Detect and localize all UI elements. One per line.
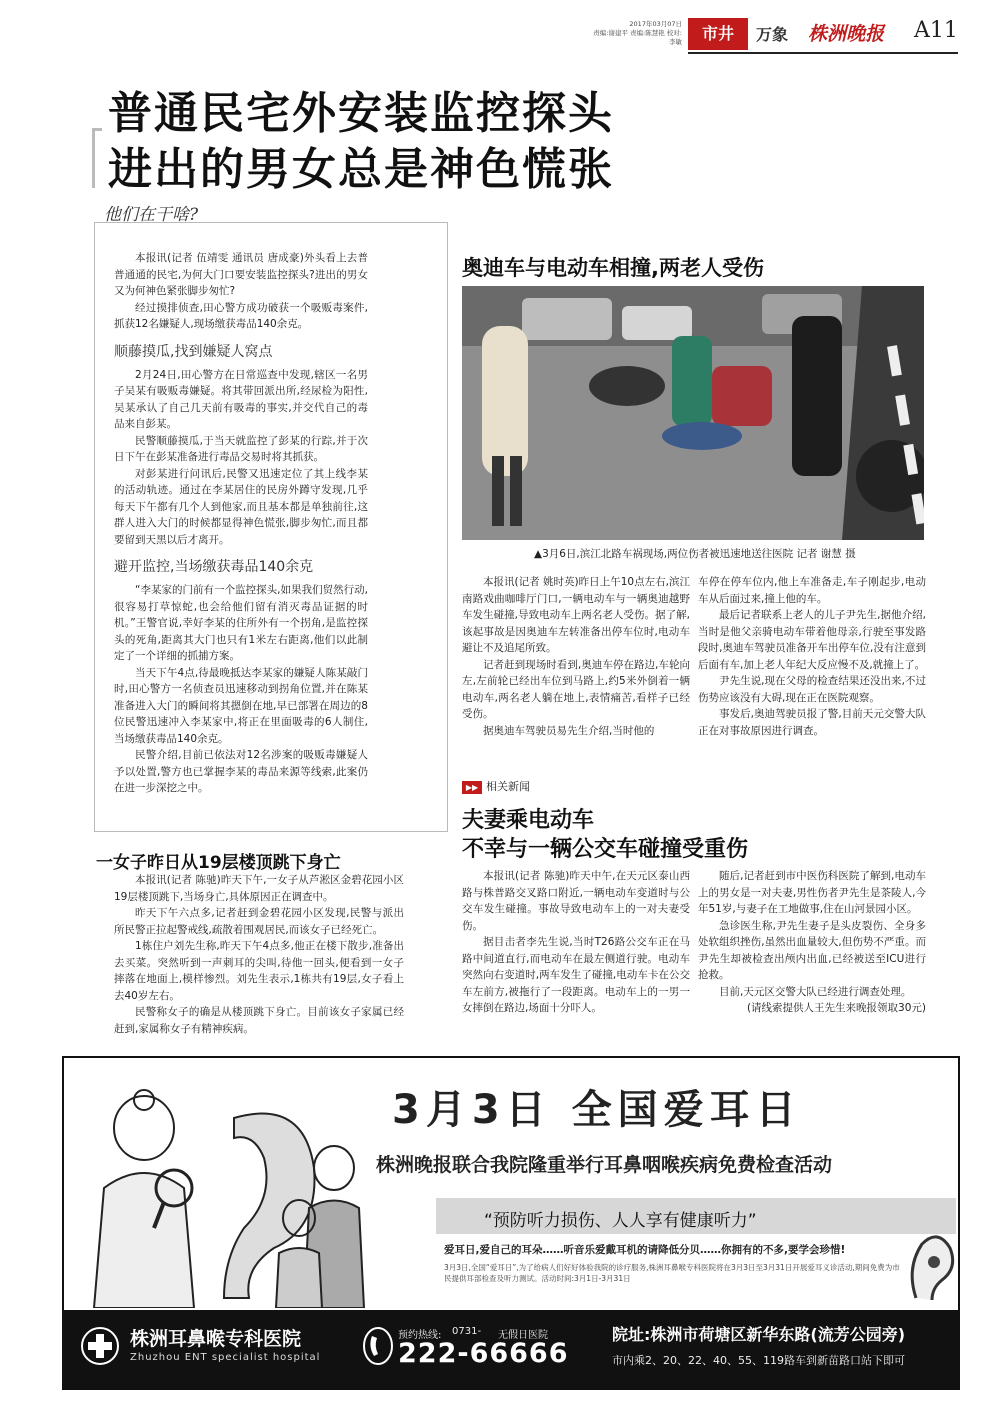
related-headline bbox=[462, 806, 748, 864]
paragraph: 民警称女子的确是从楼顶跳下身亡。目前该女子家属已经赶到,家属称女子有精神疾病。 bbox=[114, 1006, 404, 1035]
title-bracket bbox=[92, 128, 102, 188]
audi-column-1 bbox=[462, 574, 690, 739]
related-headline-line2: 不幸与一辆公交车碰撞受重伤 bbox=[462, 837, 749, 862]
paragraph: 据奥迪车驾驶员易先生介绍,当时他的 bbox=[483, 724, 655, 737]
related-column-2 bbox=[698, 868, 926, 1017]
paragraph: 1栋住户刘先生称,昨天下午4点多,他正在楼下散步,准备出去买菜。突然听到一声刺耳的尖叫,待他一回头,便看到一女子摔落在地面上,模样惨烈。刘先生表示,1栋共有19层,女子看上去40岁左右。 bbox=[114, 940, 404, 1002]
header-editors: 责编:谢建平 责编:陈慧艳 校对:李敏 bbox=[593, 29, 682, 46]
paper-logo: 株洲晚报 bbox=[808, 23, 885, 45]
header-rule bbox=[688, 52, 958, 54]
paragraph: 经过摸排侦查,田心警方成功破获一个吸贩毒案件,抓获12名嫌疑人,现场缴获毒品140余克。 bbox=[114, 301, 368, 330]
paragraph: 本报讯(记者 陈驰)昨天中午,在天元区泰山西路与株普路交叉路口附近,一辆电动车变道时与公交车发生碰撞。事故导致电动车上的一对夫妻受伤。 bbox=[462, 870, 690, 932]
audi-column-2 bbox=[698, 574, 926, 739]
hospital-name: 株洲耳鼻喉专科医院 bbox=[130, 1328, 302, 1350]
paragraph: 本报讯(记者 伍靖雯 通讯员 唐成豪)外头看上去普普通通的民宅,为何大门口要安装监控探头?进出的男女又为何神色紧张脚步匆忙? bbox=[114, 252, 368, 297]
paragraph: 本报讯(记者 陈驰)昨天下午,一女子从芦淞区金碧花园小区19层楼顶跳下,当场身亡,具体原因正在调查中。 bbox=[114, 874, 404, 903]
main-headline-line1: 普通民宅外安装监控探头 bbox=[108, 88, 614, 139]
sub-section-name: 万象 bbox=[756, 25, 789, 44]
paragraph: 2月24日,田心警方在日常巡查中发现,辖区一名男子吴某有吸贩毒嫌疑。将其带回派出所,经尿检为阳性,吴某承认了自己几天前有吸毒的事实,并交代自己的毒品来自彭某。 bbox=[114, 368, 368, 430]
paragraph: 目前,天元区交警大队已经进行调查处理。 bbox=[719, 985, 912, 998]
paragraph: 最后记者联系上老人的儿子尹先生,据他介绍,当时是他父亲骑电动车带着他母亲,行驶至事发路段时,奥迪车驾驶员准备开车出停车位,没有注意到后面有车,加上老人年纪大反应慢不及,就撞上了。 bbox=[698, 609, 926, 671]
hospital-address: 院址:株洲市荷塘区新华东路(流芳公园旁) bbox=[612, 1325, 906, 1344]
audi-headline: 奥迪车与电动车相撞,两老人受伤 bbox=[462, 256, 764, 280]
related-news-tag bbox=[462, 778, 530, 794]
ad-activity: 株洲晚报联合我院隆重举行耳鼻咽喉疾病免费检查活动 bbox=[376, 1154, 833, 1176]
main-subtitle: 他们在干啥? bbox=[104, 205, 199, 225]
paragraph: 急诊医生称,尹先生妻子是头皮裂伤、全身多处软组织挫伤,虽然出血量较大,但伤势不严重。而尹先生却被检查出颅内出血,已经被送至ICU进行抢救。 bbox=[698, 919, 926, 981]
paragraph: 当天下午4点,待最晚抵达李某家的嫌疑人陈某敲门时,田心警方一名侦查员迅速移动到拐角位置,并在陈某准备进入大门的瞬间将其摁倒在地,早已部署在周边的8位民警迅速冲入李某家中,将正在里面吸毒的6人制住,当场缴获毒品140余克。 bbox=[114, 666, 368, 745]
section-badge: 市井 bbox=[688, 18, 748, 50]
accident-photo bbox=[462, 286, 924, 540]
phone-number: 222-66666 bbox=[398, 1338, 569, 1369]
hospital-cross-icon bbox=[80, 1326, 120, 1366]
header-date: 2017年03月07日 bbox=[629, 20, 682, 28]
related-headline-line1: 夫妻乘电动车 bbox=[462, 808, 595, 833]
main-article-body bbox=[114, 250, 368, 797]
hospital-advertisement bbox=[62, 1056, 960, 1390]
jump-headline: 一女子昨日从19层楼顶跳下身亡 bbox=[96, 853, 341, 873]
hospital-english-name: Zhuzhou ENT specialist hospital bbox=[130, 1352, 321, 1363]
main-headline bbox=[108, 86, 614, 198]
related-news-label: 相关新闻 bbox=[486, 780, 530, 793]
paragraph: “李某家的门前有一个监控探头,如果我们贸然行动,很容易打草惊蛇,也会给他们留有消灭毒品证据的时机。”王警官说,幸好李某的住所外有一个拐角,是监控探头的死角,距离其大门也只有1米左右距离,他们以此制定了一个详细的抓捕方案。 bbox=[114, 584, 368, 662]
ear-icon bbox=[902, 1228, 958, 1308]
bus-directions: 市内乘2、20、22、40、55、119路车到新苗路口站下即可 bbox=[612, 1354, 905, 1367]
page-number: A11 bbox=[914, 18, 958, 43]
jump-article-body bbox=[114, 872, 404, 1037]
related-column-1 bbox=[462, 868, 690, 1017]
phone-label: 预约热线: bbox=[398, 1330, 442, 1341]
double-arrow-icon: ▶▶ bbox=[462, 781, 482, 794]
subheading: 避开监控,当场缴获毒品140余克 bbox=[114, 559, 314, 575]
subheading: 顺藤摸瓜,找到嫌疑人窝点 bbox=[114, 343, 273, 360]
header-info bbox=[592, 20, 682, 47]
paragraph: 车停在停车位内,他上车准备走,车子刚起步,电动车从后面过来,撞上他的车。 bbox=[698, 576, 926, 605]
paragraph: 本报讯(记者 姚时英)昨日上午10点左右,滨江南路戏曲咖啡厅门口,一辆电动车与一辆奥迪越野车发生碰撞,导致电动车上两名老人受伤。据了解,该起事故是因奥迪车左转准备出停车位时,电动车避让不及追尾所致。 bbox=[462, 576, 690, 654]
paragraph: 记者赶到现场时看到,奥迪车停在路边,车轮向左,左前轮已经出车位到马路上,约5米外倒着一辆电动车,两名老人躺在地上,表情痛苦,看样子已经受伤。 bbox=[462, 658, 690, 720]
paragraph: 对彭某进行问讯后,民警又迅速定位了其上线李某的活动轨迹。通过在李某居住的民房外蹲守发现,几乎每天下午都有几个人到他家,而且基本都是单独前往,这群人进入大门的时候都显得神色慌张,脚步匆忙,而且都要留到天黑以后才离开。 bbox=[114, 467, 368, 546]
paragraph: 随后,记者赶到市中医伤科医院了解到,电动车上的男女是一对夫妻,男性伤者尹先生是茶陵人,今年51岁,与妻子在工地做事,住在山河景园小区。 bbox=[698, 870, 926, 915]
paragraph: 据目击者李先生说,当时T26路公交车正在马路中间道直行,而电动车在最左侧道行驶。电动车突然向右变道时,两车发生了碰撞,电动车卡在公交车左前方,被拖行了一段距离。电动车上的一男一女摔倒在路边,场面十分吓人。 bbox=[462, 936, 690, 1014]
holiday-label: 无假日医院 bbox=[498, 1330, 548, 1341]
paragraph: 昨天下午六点多,记者赶到金碧花园小区发现,民警与派出所民警正拉起警戒线,疏散着围观居民,而该女子已经死亡。 bbox=[114, 907, 404, 936]
paragraph: (请线索提供人王先生来晚报领取30元) bbox=[746, 1002, 926, 1014]
paragraph: 民警顺藤摸瓜,于当天就监控了彭某的行踪,并于次日下午在彭某准备进行毒品交易时将其抓获。 bbox=[114, 434, 368, 463]
paragraph: 事发后,奥迪驾驶员报了警,目前天元交警大队正在对事故原因进行调查。 bbox=[698, 708, 926, 737]
doctor-ear-illustration bbox=[84, 1078, 384, 1308]
photo-caption: ▲3月6日,滨江北路车祸现场,两位伤者被迅速地送往医院 记者 谢慧 摄 bbox=[534, 548, 856, 560]
ad-tagline: 爱耳日,爱自己的耳朵……听音乐爱戴耳机的请降低分贝……你拥有的不多,要学会珍惜! bbox=[444, 1244, 846, 1256]
paragraph: 尹先生说,现在父母的检查结果还没出来,不过伤势应该没有大碍,现在正在医院观察。 bbox=[698, 675, 926, 704]
accident-photo-drawing bbox=[462, 286, 924, 540]
ad-headline: 3月3日 全国爱耳日 bbox=[392, 1087, 802, 1133]
ad-small-print: 3月3日,全国“爱耳日”,为了给病人们好好体验我院的诊疗服务,株洲耳鼻喉专科医院将在3月3日至3月31日开展爱耳义诊活动,期间免费为市民提供耳部检查及听力测试。活动时间:3月1日-3月31日 bbox=[444, 1263, 900, 1283]
paragraph: 民警介绍,目前已依法对12名涉案的吸贩毒嫌疑人予以处置,警方也已掌握李某的毒品来源等线索,此案仍在进一步深挖之中。 bbox=[114, 749, 368, 794]
phone-icon bbox=[362, 1326, 394, 1366]
ad-slogan: “预防听力损伤、人人享有健康听力” bbox=[484, 1211, 757, 1231]
main-headline-line2: 进出的男女总是神色慌张 bbox=[108, 144, 614, 195]
phone-area-code: 0731- bbox=[452, 1326, 482, 1337]
